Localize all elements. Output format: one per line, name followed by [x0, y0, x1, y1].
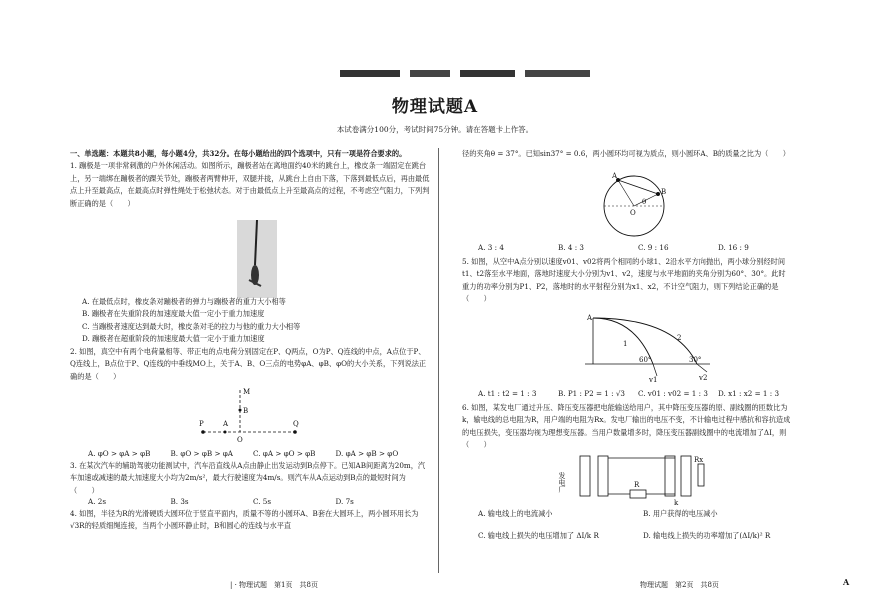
- q5-label-30: 30°: [689, 356, 702, 364]
- q6-label-plant: 发电厂: [558, 472, 566, 493]
- q6-option-a: A. 输电线上的电流减小: [478, 509, 553, 518]
- q5-label-v2: v2: [699, 374, 708, 382]
- q2-label-q: Q: [293, 420, 299, 428]
- q4-block: [70, 508, 430, 533]
- q2-label-p: P: [199, 420, 204, 428]
- q3-option-a: A. 2s: [88, 497, 107, 506]
- q4-option-a: A. 3 : 4: [478, 243, 504, 252]
- q4-stem: 4. 如图，半径为R的光滑硬质大圆环位于竖直平面内，质量不等的小圆环A、B套在大圆环上，两小圆环用长为√3R的轻质细绳连接，当两个小圆环静止时，B和圆心的连线与水平直: [70, 509, 419, 531]
- q5-option-c: C. v01 : v02 = 1 : 3: [638, 389, 708, 398]
- q2-label-a: A: [223, 420, 229, 428]
- q2-block: [70, 346, 430, 383]
- q4-option-d: D. 16 : 9: [718, 243, 749, 252]
- q3-stem: 3. 在某次汽车的辅助驾驶功能测试中，汽车沿直线从A点由静止出发运动到B点停下。已知AB间距离为20m，汽车加速或减速的最大加速度大小均为2m/s²，最大行驶速度为4m/s。则汽车从A点运动到B点的最短时间为（ ）: [70, 461, 426, 495]
- q1-option-b: B. 蹦极者在失重阶段的加速度最大值一定小于重力加速度: [82, 309, 265, 319]
- q3-block: [70, 460, 430, 497]
- q2-option-d: D. φA > φB > φO: [335, 449, 399, 458]
- q4-label-o: O: [630, 209, 636, 217]
- q5-label-v1: v1: [649, 376, 658, 384]
- q5-stem: 5. 如图，从空中A点分别以速度v01、v02将两个相同的小球1、2沿水平方向抛出，两小球分别经时间t1、t2落至水平地面，落地时速度大小分别为v1、v2，速度与水平地面的夹角分别为60°、30°。此时重力的功率分别为P1、P2，落地时的水平射程分别为x1、x2，不计空气阻力，则下列结论正确的是（ ）: [462, 257, 786, 304]
- page-title: 物理试题A: [391, 97, 479, 117]
- left-column: [70, 148, 430, 210]
- q1-stem: 1. 蹦极是一项非常刺激的户外休闲活动。如图所示，蹦极者站在离地面约40米的跳台上，橡皮条一端固定在跳台上，另一端绑在蹦极者的踝关节处，蹦极者两臂伸开，双腿并拢，从跳台上自由下落，下落到最低点后，再由最低点上升至最高点，在最高点时弹性绳处于松弛状态。对于由最低点上升至最高点的过程，不考虑空气阻力，下列判断正确的是（ ）: [70, 161, 430, 208]
- q2-diagram: [195, 386, 305, 448]
- q6-label-rx: Rx: [694, 456, 704, 464]
- q5-option-b: B. P1 : P2 = 1 : √3: [558, 389, 625, 398]
- q3-option-b: B. 3s: [170, 497, 189, 506]
- q5-option-a: A. t1 : t2 = 1 : 3: [478, 389, 537, 398]
- bungee-photo: [237, 220, 277, 298]
- q5-label-1: 1: [623, 340, 628, 348]
- q6-label-r: R: [634, 481, 640, 489]
- q2-options: [88, 448, 418, 460]
- q2-label-m: M: [243, 388, 251, 396]
- q6-circuit: [560, 450, 710, 506]
- section-heading: 一、单选题：本题共8小题，每小题4分，共32分。在每小题给出的四个选项中，只有一项是符合要求的。: [70, 149, 407, 158]
- q5-label-60: 60°: [639, 356, 652, 364]
- q3-options: [88, 496, 418, 508]
- q6-option-c: C. 输电线上损失的电压增加了 ΔI/k R: [478, 531, 599, 541]
- q5-block: [462, 256, 792, 306]
- q4-label-b: B: [661, 188, 667, 196]
- q1-option-c: C. 当蹦极者速度达到最大时，橡皮条对毛的拉力与他的重力大小相等: [82, 321, 301, 331]
- exam-note: 本试卷满分100分，考试时间75分钟。请在答题卡上作答。: [336, 125, 534, 134]
- q5-label-2: 2: [677, 334, 682, 342]
- q4-options: [478, 242, 798, 254]
- q5-label-a: A: [587, 314, 593, 322]
- q1-option-d: D. 蹦极者在超重阶段的加速度最大值一定小于重力加速度: [82, 334, 265, 344]
- q4-label-theta: θ: [642, 198, 647, 206]
- q2-option-b: B. φO > φB > φA: [170, 449, 233, 458]
- q1-option-a: A. 在最低点时，橡皮条对蹦极者的弹力与蹦极者的重力大小相等: [82, 297, 286, 306]
- q4-cont-text: 径的夹角θ = 37°。已知sin37° = 0.6，两小圆环均可视为质点，则小圆环A、B的质量之比为（ ）: [462, 149, 790, 158]
- q4-continued: [462, 148, 792, 160]
- q5-diagram: [585, 312, 715, 384]
- q6-option-b: B. 用户获得的电压减小: [643, 509, 718, 518]
- q5-options: [478, 388, 798, 400]
- q2-option-a: A. φO > φA > φB: [88, 449, 151, 458]
- q6-option-d: D. 输电线上损失的功率增加了(ΔI/k)² R: [643, 531, 771, 541]
- q4-option-b: B. 4 : 3: [558, 243, 584, 252]
- right-footer: 物理试题 第2页 共8页: [640, 581, 719, 589]
- q4-label-a: A: [612, 172, 618, 180]
- q6-label-k: k: [674, 499, 679, 507]
- q3-option-d: D. 7s: [335, 497, 354, 506]
- left-footer: | · 物理试题 第1页 共8页: [230, 581, 318, 589]
- q2-label-b: B: [243, 407, 249, 415]
- corner-mark: A: [843, 577, 850, 587]
- q1-options: [82, 296, 432, 346]
- q6-options: [478, 508, 808, 543]
- q3-option-c: C. 5s: [253, 497, 272, 506]
- q4-option-c: C. 9 : 16: [638, 243, 669, 252]
- q4-diagram: [598, 172, 678, 240]
- q2-stem: 2. 如图，真空中有两个电荷量相等、带正电的点电荷分别固定在P、Q两点，O为P、Q连线的中点，A点位于P、Q连线上，B点位于P、Q连线的中垂线MO上，关于A、B、O三点的电势φA、φB、φO的大小关系，下列说法正确的是（ ）: [70, 347, 427, 381]
- blurred-header-text: [330, 66, 600, 80]
- q2-option-c: C. φA > φO > φB: [253, 449, 316, 458]
- q6-stem: 6. 如图，某发电厂通过升压、降压变压器把电能输送给用户，其中降压变压器的原、副线圈的匝数比为k，输电线的总电阻为R，用户端的电阻为Rx。发电厂输出的电压不变，不计输电过程中感抗和容抗造成的电压损失，变压器均视为理想变压器。当用户数量增多时，降压变压器副线圈中的电流增加了ΔI，则（ ）: [462, 403, 791, 450]
- q2-label-o: O: [237, 436, 243, 444]
- q6-block: [462, 402, 792, 452]
- column-divider: [438, 148, 439, 573]
- q5-option-d: D. x1 : x2 = 1 : 3: [718, 389, 780, 398]
